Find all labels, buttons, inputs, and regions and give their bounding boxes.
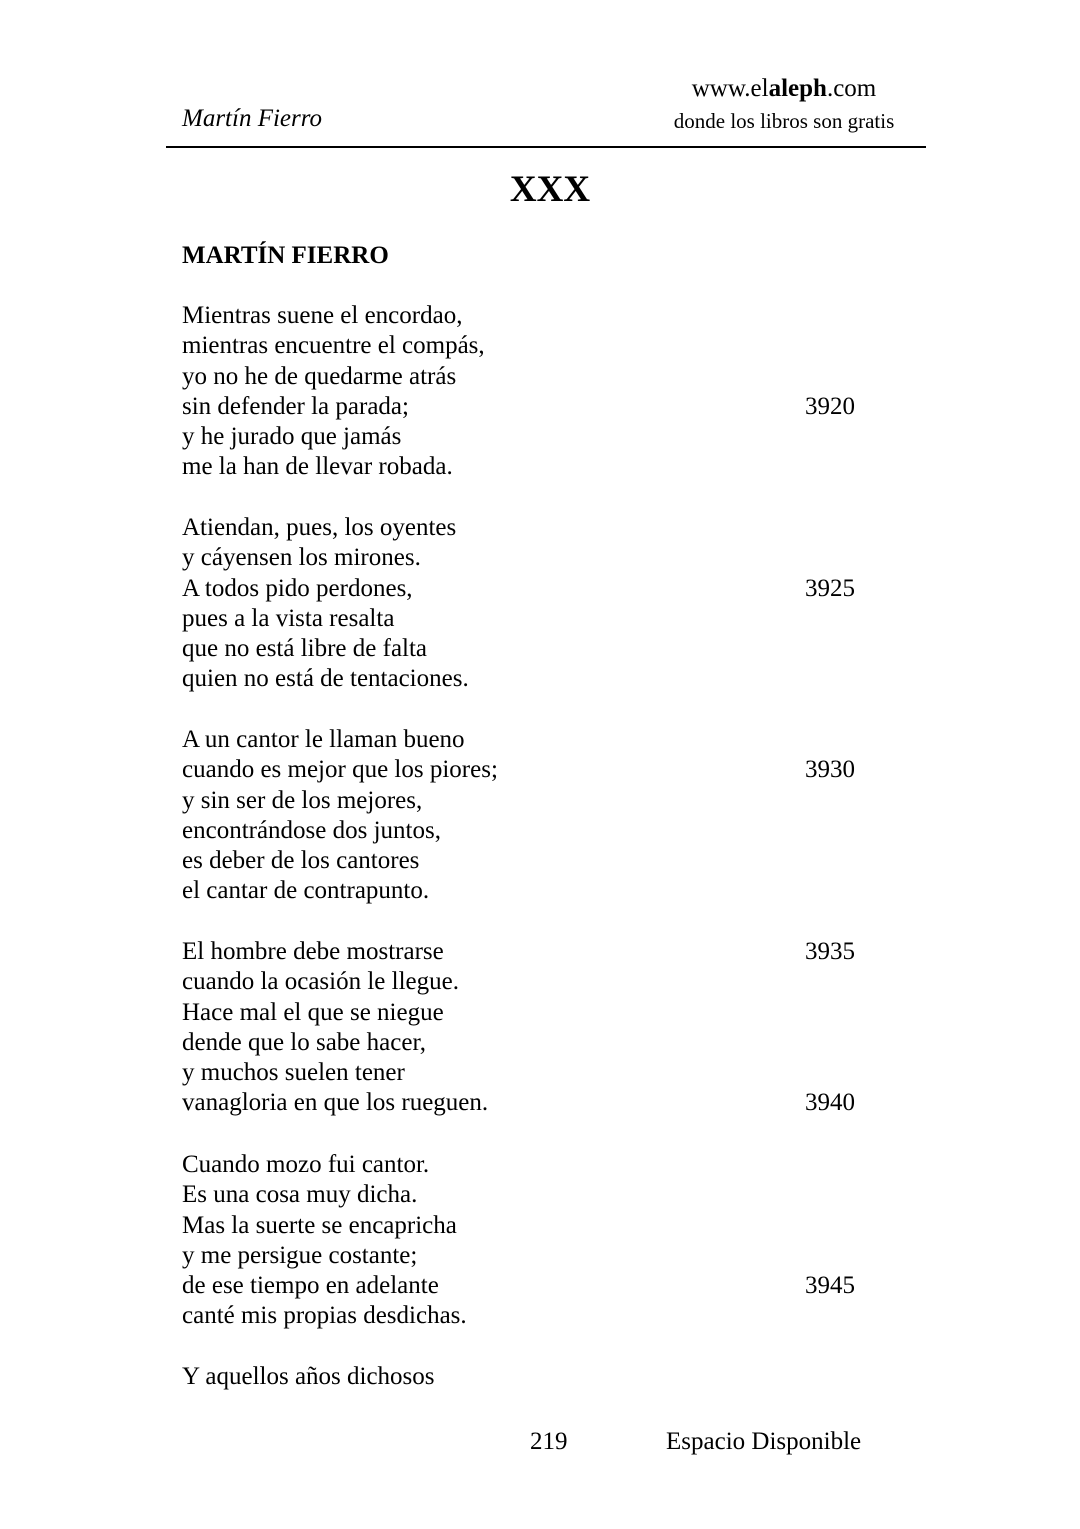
verse-text: es deber de los cantores bbox=[182, 847, 420, 875]
verse-text: El hombre debe mostrarse bbox=[182, 938, 444, 965]
header-divider bbox=[166, 146, 926, 148]
verse-text: pues a la vista resalta bbox=[182, 604, 395, 632]
verse-text: A todos pido perdones, bbox=[182, 574, 413, 602]
verse-line bbox=[182, 786, 862, 816]
verse-text: me la han de llevar robada. bbox=[182, 453, 453, 481]
verse-text: y he jurado que jamás bbox=[182, 423, 402, 451]
verse-line bbox=[182, 1150, 862, 1180]
verse-text: Mientras suene el encordao, bbox=[182, 302, 463, 329]
site-url-brand: aleph bbox=[768, 75, 827, 102]
verse-line bbox=[182, 816, 862, 846]
stanza bbox=[182, 301, 862, 483]
verse-line bbox=[182, 1028, 862, 1058]
verse-text: sin defender la parada; bbox=[182, 392, 409, 420]
verse-line bbox=[182, 634, 862, 664]
verse-text: vanagloria en que los rueguen. bbox=[182, 1089, 489, 1117]
verse-text: dende que lo sabe hacer, bbox=[182, 1028, 427, 1056]
verse-text: de ese tiempo en adelante bbox=[182, 1272, 439, 1300]
verse-text: Es una cosa muy dicha. bbox=[182, 1181, 418, 1209]
verse-text: y me persigue costante; bbox=[182, 1241, 418, 1269]
verse-line bbox=[182, 392, 862, 422]
line-number: 3940 bbox=[805, 1089, 855, 1117]
verse-line bbox=[182, 452, 862, 482]
verse-text: el cantar de contrapunto. bbox=[182, 877, 430, 905]
site-url-prefix: www.el bbox=[691, 75, 769, 102]
stanza bbox=[182, 513, 862, 695]
verse-text: y muchos suelen tener bbox=[182, 1059, 405, 1087]
verse-text: cuando la ocasión le llegue. bbox=[182, 968, 459, 996]
verse-line bbox=[182, 513, 862, 543]
page-number: 219 bbox=[530, 1428, 568, 1455]
verse-line bbox=[182, 1241, 862, 1271]
speaker-heading: MARTÍN FIERRO bbox=[182, 242, 389, 269]
verse-line bbox=[182, 846, 862, 876]
verse-text: quien no está de tentaciones. bbox=[182, 665, 469, 693]
verse-line bbox=[182, 1362, 862, 1392]
verse-text: Cuando mozo fui cantor. bbox=[182, 1151, 430, 1178]
verse-line bbox=[182, 331, 862, 361]
stanza bbox=[182, 1150, 862, 1332]
verse-line bbox=[182, 937, 862, 967]
stanza bbox=[182, 1362, 862, 1392]
verse-line bbox=[182, 755, 862, 785]
line-number: 3925 bbox=[805, 574, 855, 602]
verse-line bbox=[182, 422, 862, 452]
line-number: 3945 bbox=[805, 1272, 855, 1300]
verse-line bbox=[182, 876, 862, 906]
verse-line bbox=[182, 543, 862, 573]
verse-line bbox=[182, 998, 862, 1028]
verse-line bbox=[182, 301, 862, 331]
verse-line bbox=[182, 574, 862, 604]
line-number: 3920 bbox=[805, 392, 855, 420]
verse-text: mientras encuentre el compás, bbox=[182, 332, 485, 360]
footer-note: Espacio Disponible bbox=[666, 1428, 862, 1455]
verse-line bbox=[182, 1301, 862, 1331]
verse-text: encontrándose dos juntos, bbox=[182, 816, 441, 844]
verse-line bbox=[182, 664, 862, 694]
verse-line bbox=[182, 1180, 862, 1210]
verse-line bbox=[182, 362, 862, 392]
verse-line bbox=[182, 1058, 862, 1088]
stanza bbox=[182, 725, 862, 907]
stanza bbox=[182, 937, 862, 1119]
verse-text: y cáyensen los mirones. bbox=[182, 544, 421, 572]
verse-line bbox=[182, 1088, 862, 1118]
verse-line bbox=[182, 604, 862, 634]
verse-text: Hace mal el que se niegue bbox=[182, 998, 444, 1026]
verse-text: A un cantor le llaman bueno bbox=[182, 726, 465, 753]
verse-text: Atiendan, pues, los oyentes bbox=[182, 514, 457, 541]
site-tagline: donde los libros son gratis bbox=[673, 109, 895, 133]
line-number: 3930 bbox=[805, 756, 855, 784]
verse-text: Mas la suerte se encapricha bbox=[182, 1211, 457, 1239]
site-url-suffix: .com bbox=[826, 75, 877, 102]
verse-text: cuando es mejor que los piores; bbox=[182, 756, 498, 784]
line-number: 3935 bbox=[805, 938, 855, 965]
verse-line bbox=[182, 967, 862, 997]
verse-line bbox=[182, 1271, 862, 1301]
running-header-book-title: Martín Fierro bbox=[182, 105, 323, 132]
site-url bbox=[666, 74, 902, 104]
verse-text: y sin ser de los mejores, bbox=[182, 786, 423, 814]
verse-text: yo no he de quedarme atrás bbox=[182, 362, 457, 390]
verse-text: que no está libre de falta bbox=[182, 635, 428, 663]
verse-text: canté mis propias desdichas. bbox=[182, 1302, 467, 1330]
chapter-title: XXX bbox=[509, 169, 591, 210]
verse-text: Y aquellos años dichosos bbox=[182, 1363, 435, 1390]
verse-line bbox=[182, 1211, 862, 1241]
verse-line bbox=[182, 725, 862, 755]
